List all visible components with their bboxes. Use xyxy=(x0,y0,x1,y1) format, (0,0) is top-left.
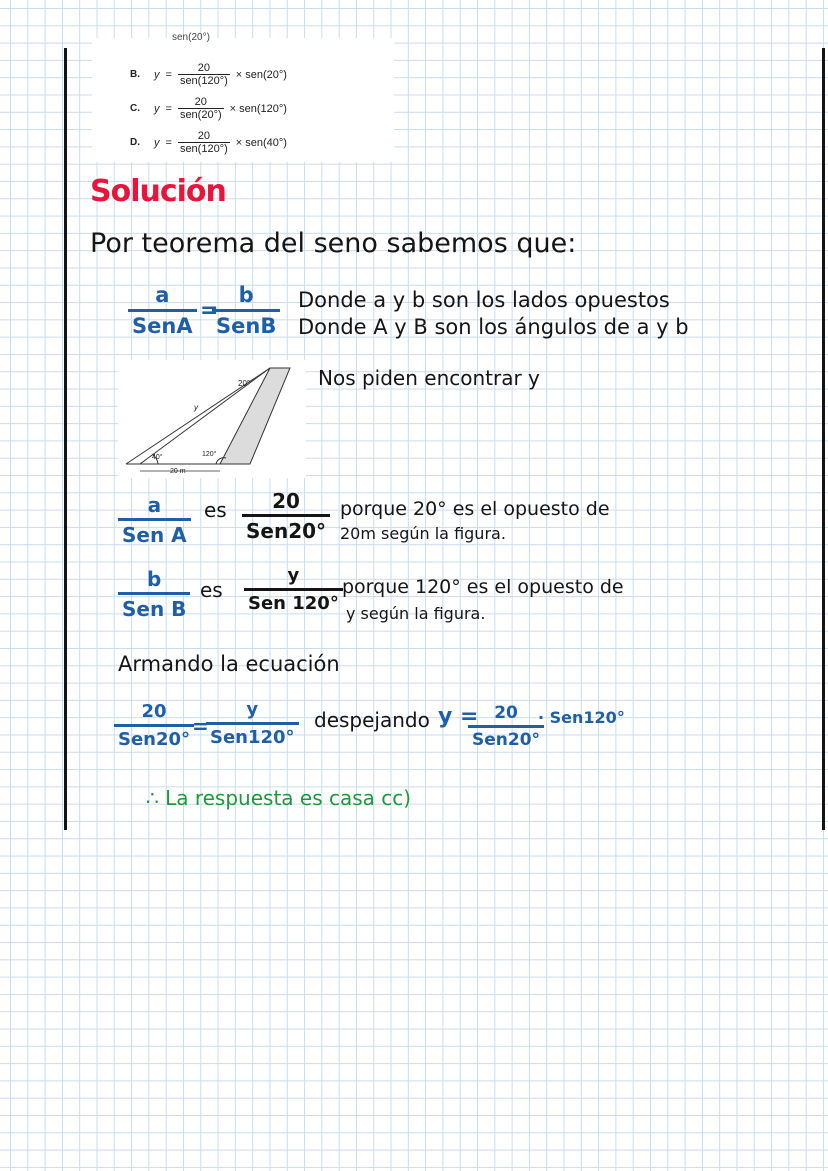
arming-text: Armando la ecuación xyxy=(118,652,340,676)
option-letter: C. xyxy=(130,103,140,114)
option-eq: = xyxy=(165,102,172,115)
step2-left-num: b xyxy=(147,567,162,591)
option-letter: D. xyxy=(130,137,140,148)
equation-result-fraction xyxy=(468,704,544,749)
step2-right-num: y xyxy=(287,565,300,586)
option-num: 20 xyxy=(197,130,210,142)
law-note-2: Donde A y B son los ángulos de a y b xyxy=(298,315,689,339)
option-d xyxy=(130,130,287,155)
side-y-label: y xyxy=(194,403,198,412)
option-den: sen(20°) xyxy=(179,109,222,121)
option-den: sen(120°) xyxy=(179,143,228,155)
equation-equals: = xyxy=(192,714,209,738)
law-fraction-a xyxy=(128,284,197,338)
step1-left-fraction xyxy=(118,494,191,546)
option-var: y xyxy=(154,136,160,149)
equation-left-num: 20 xyxy=(141,701,167,722)
left-margin-line xyxy=(64,48,67,830)
option-var: y xyxy=(154,68,160,81)
option-eq: = xyxy=(165,136,172,149)
step2-right-fraction xyxy=(244,566,343,614)
equation-left-fraction xyxy=(114,702,194,750)
right-margin-line xyxy=(822,48,825,830)
equation-right-den: Sen120° xyxy=(206,722,299,748)
law-equals: = xyxy=(200,298,219,323)
step1-left-den: Sen A xyxy=(118,518,191,546)
law-frac-num: a xyxy=(155,283,170,307)
law-note-1: Donde a y b son los lados opuestos xyxy=(298,288,670,312)
step2-es: es xyxy=(200,578,223,602)
clip-cut-text: sen(20°) xyxy=(172,32,210,43)
option-fraction xyxy=(178,130,230,155)
step2-left-fraction xyxy=(118,568,190,620)
angle-top-label: 20° xyxy=(238,379,251,388)
option-var: y xyxy=(154,102,160,115)
triangle-diagram xyxy=(118,360,306,478)
option-b xyxy=(130,62,287,87)
equation-result-num: 20 xyxy=(494,703,518,723)
option-fraction xyxy=(178,96,224,121)
equation-left-den: Sen20° xyxy=(114,724,194,750)
option-num: 20 xyxy=(197,62,210,74)
angle-120-label: 120° xyxy=(202,451,217,458)
triangle-figure xyxy=(118,360,306,478)
option-num: 20 xyxy=(194,96,207,108)
angle-40-label: 40° xyxy=(152,454,163,461)
option-tail: × sen(20°) xyxy=(235,68,287,81)
theorem-line: Por teorema del seno sabemos que: xyxy=(90,228,577,259)
step1-right-num: 20 xyxy=(272,489,300,513)
option-den: sen(120°) xyxy=(179,75,228,87)
base-label: 20 m xyxy=(170,468,186,475)
equation-times: · Sen120° xyxy=(538,708,625,727)
step1-es: es xyxy=(204,498,227,522)
law-frac-num: b xyxy=(238,283,254,307)
step2-because-2: y según la figura. xyxy=(346,604,486,623)
equation-result-den: Sen20° xyxy=(468,725,544,750)
option-tail: × sen(40°) xyxy=(235,136,287,149)
step1-because-2: 20m según la figura. xyxy=(340,524,506,543)
shaded-region xyxy=(220,368,290,464)
law-frac-den: SenA xyxy=(128,309,197,338)
option-fraction xyxy=(178,62,230,87)
option-eq: = xyxy=(165,68,172,81)
step2-left-den: Sen B xyxy=(118,592,190,620)
option-letter: B. xyxy=(130,69,140,80)
equation-despejando: despejando xyxy=(314,708,430,732)
option-tail: × sen(120°) xyxy=(229,102,287,115)
step1-right-den: Sen20° xyxy=(242,514,330,542)
step2-because: porque 120° es el opuesto de xyxy=(342,576,624,598)
equation-right-fraction xyxy=(206,700,299,748)
equation-y-equals: y = xyxy=(438,704,479,729)
step1-because: porque 20° es el opuesto de xyxy=(340,498,610,520)
step1-left-num: a xyxy=(147,493,162,517)
law-fraction-b xyxy=(212,284,280,338)
step1-right-fraction xyxy=(242,490,330,542)
step2-right-den: Sen 120° xyxy=(244,588,343,614)
conclusion-text: ∴ La respuesta es casa cc) xyxy=(146,786,412,810)
option-c xyxy=(130,96,287,121)
options-clip xyxy=(92,32,394,162)
solution-title: Solución xyxy=(90,174,226,209)
find-text: Nos piden encontrar y xyxy=(318,366,540,390)
equation-right-num: y xyxy=(246,699,259,720)
law-frac-den: SenB xyxy=(212,309,280,338)
